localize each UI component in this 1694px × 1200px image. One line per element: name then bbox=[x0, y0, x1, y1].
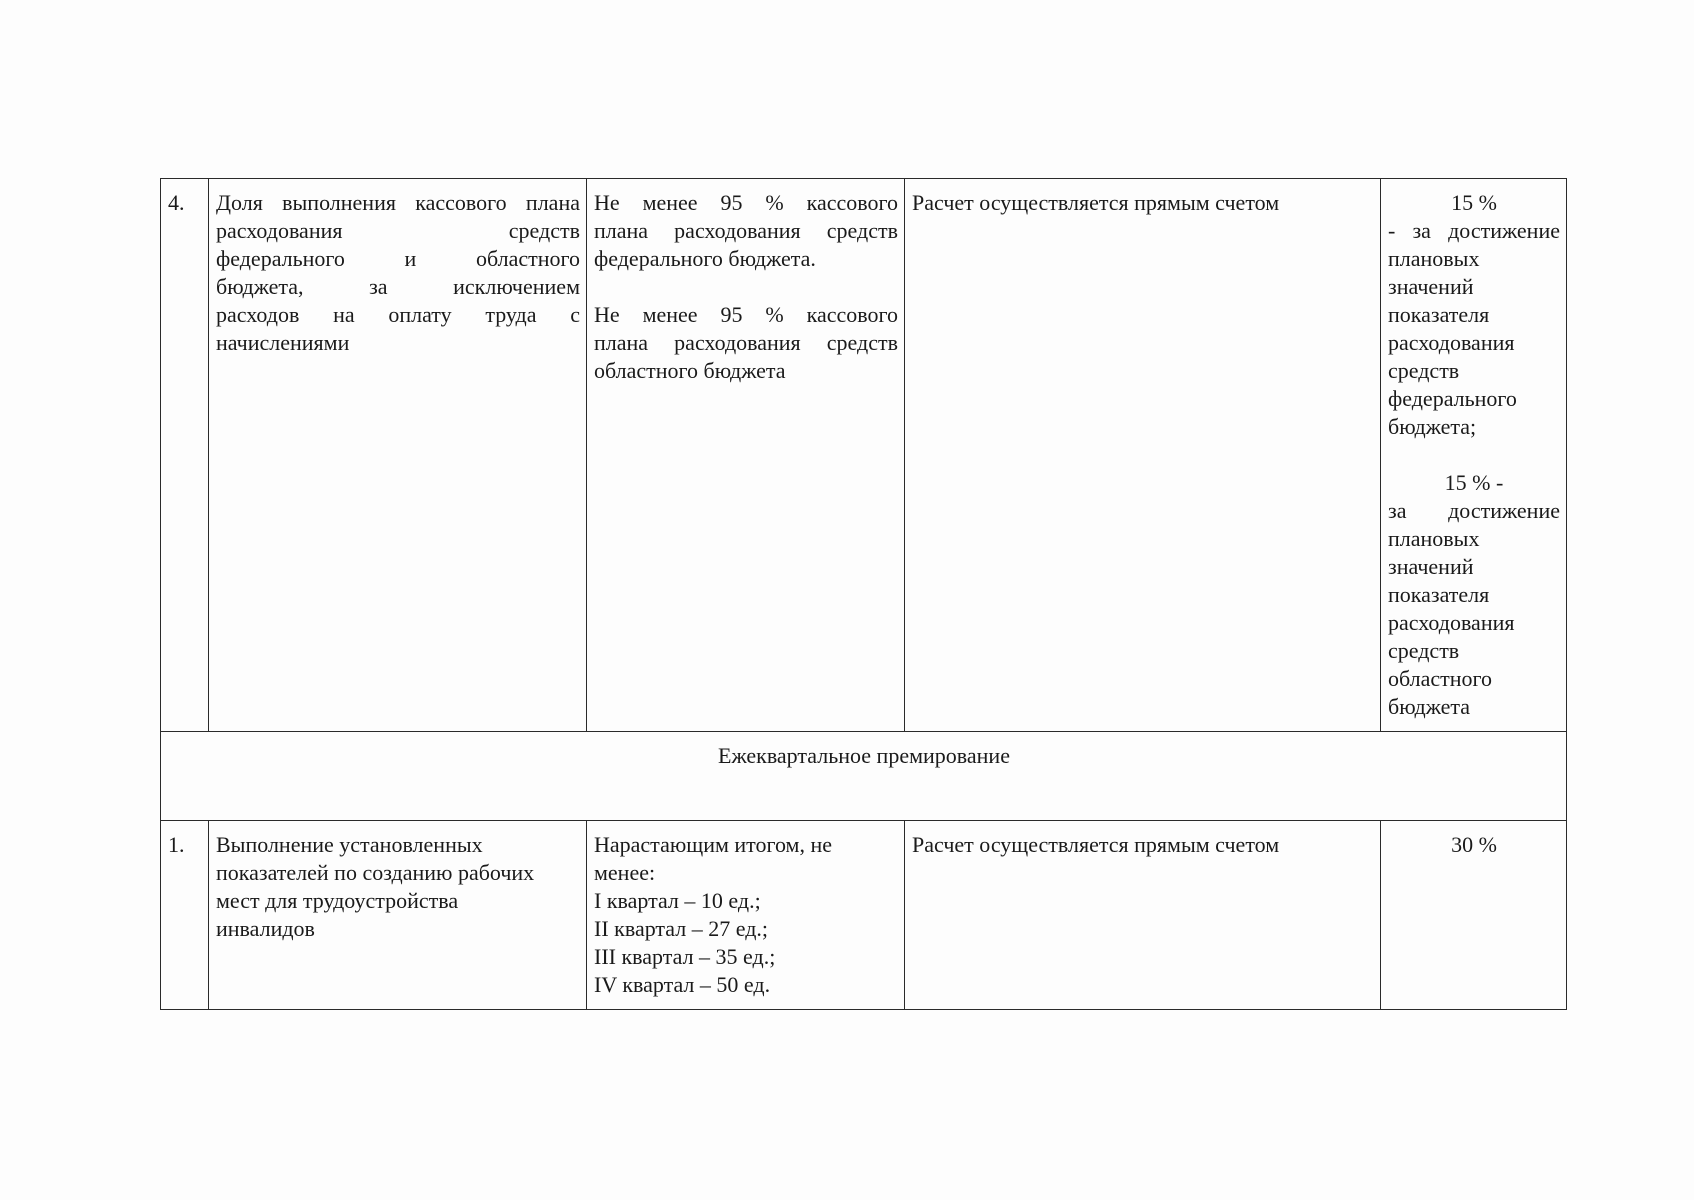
criteria-table bbox=[160, 178, 1567, 1010]
percent-line: показателя bbox=[1388, 582, 1490, 607]
target-line: плана расходования средств bbox=[594, 218, 898, 243]
percent-line: расходования bbox=[1388, 610, 1515, 635]
target-line: I квартал – 10 ед.; bbox=[594, 888, 761, 913]
section-title bbox=[161, 732, 1567, 821]
percent-line: значений bbox=[1388, 554, 1474, 579]
percent-line: - за достижение bbox=[1388, 218, 1560, 243]
percent-line: показателя bbox=[1388, 302, 1490, 327]
section-title-text: Ежеквартальное премирование bbox=[718, 743, 1010, 768]
percent-value: 30 % bbox=[1451, 832, 1497, 857]
target-line: Не менее 95 % кассового bbox=[594, 302, 898, 327]
calculation-cell bbox=[905, 179, 1381, 732]
calculation-cell bbox=[905, 821, 1381, 1010]
section-header-row bbox=[161, 732, 1567, 821]
target-line: III квартал – 35 ед.; bbox=[594, 944, 776, 969]
percent-line: средств bbox=[1388, 358, 1460, 383]
target-line: IV квартал – 50 ед. bbox=[594, 972, 771, 997]
percent-line: значений bbox=[1388, 274, 1474, 299]
calculation-text: Расчет осуществляется прямым счетом bbox=[912, 190, 1280, 215]
indicator-line: федерального и областного bbox=[216, 246, 580, 271]
table-row bbox=[161, 179, 1567, 732]
row-number bbox=[161, 179, 209, 732]
target-line: Нарастающим итогом, не bbox=[594, 832, 833, 857]
percent-head: 15 % - bbox=[1444, 470, 1504, 495]
indicator-line: Выполнение установленных bbox=[216, 832, 483, 857]
percent-head: 15 % bbox=[1451, 190, 1497, 215]
indicator-line: расходов на оплату труда с bbox=[216, 302, 580, 327]
indicator-line: Доля выполнения кассового плана bbox=[216, 190, 580, 215]
percent-line: расходования bbox=[1388, 330, 1515, 355]
percent-line: бюджета; bbox=[1388, 414, 1477, 439]
indicator-cell bbox=[209, 179, 587, 732]
percent-line: плановых bbox=[1388, 526, 1480, 551]
percent-line: федерального bbox=[1388, 386, 1517, 411]
percent-line: областного bbox=[1388, 666, 1493, 691]
indicator-line: показателей по созданию рабочих bbox=[216, 860, 535, 885]
percent-cell bbox=[1381, 821, 1567, 1010]
target-line: плана расходования средств bbox=[594, 330, 898, 355]
percent-line: средств bbox=[1388, 638, 1460, 663]
target-line: менее: bbox=[594, 860, 656, 885]
target-line: областного бюджета bbox=[594, 358, 786, 383]
target-line: Не менее 95 % кассового bbox=[594, 190, 898, 215]
percent-cell bbox=[1381, 179, 1567, 732]
target-line: II квартал – 27 ед.; bbox=[594, 916, 769, 941]
indicator-line: мест для трудоустройства bbox=[216, 888, 459, 913]
indicator-line: инвалидов bbox=[216, 916, 315, 941]
calculation-text: Расчет осуществляется прямым счетом bbox=[912, 832, 1280, 857]
indicator-line: бюджета, за исключением bbox=[216, 274, 580, 299]
row-number-text: 1. bbox=[168, 832, 185, 857]
target-line: федерального бюджета. bbox=[594, 246, 816, 271]
row-number bbox=[161, 821, 209, 1010]
indicator-cell bbox=[209, 821, 587, 1010]
percent-line: за достижение bbox=[1388, 498, 1560, 523]
table-row bbox=[161, 821, 1567, 1010]
target-value-cell bbox=[587, 179, 905, 732]
percent-line: плановых bbox=[1388, 246, 1480, 271]
target-value-cell bbox=[587, 821, 905, 1010]
percent-line: бюджета bbox=[1388, 694, 1471, 719]
row-number-text: 4. bbox=[168, 190, 185, 215]
indicator-line: начислениями bbox=[216, 330, 350, 355]
indicator-line: расходования средств bbox=[216, 218, 580, 243]
